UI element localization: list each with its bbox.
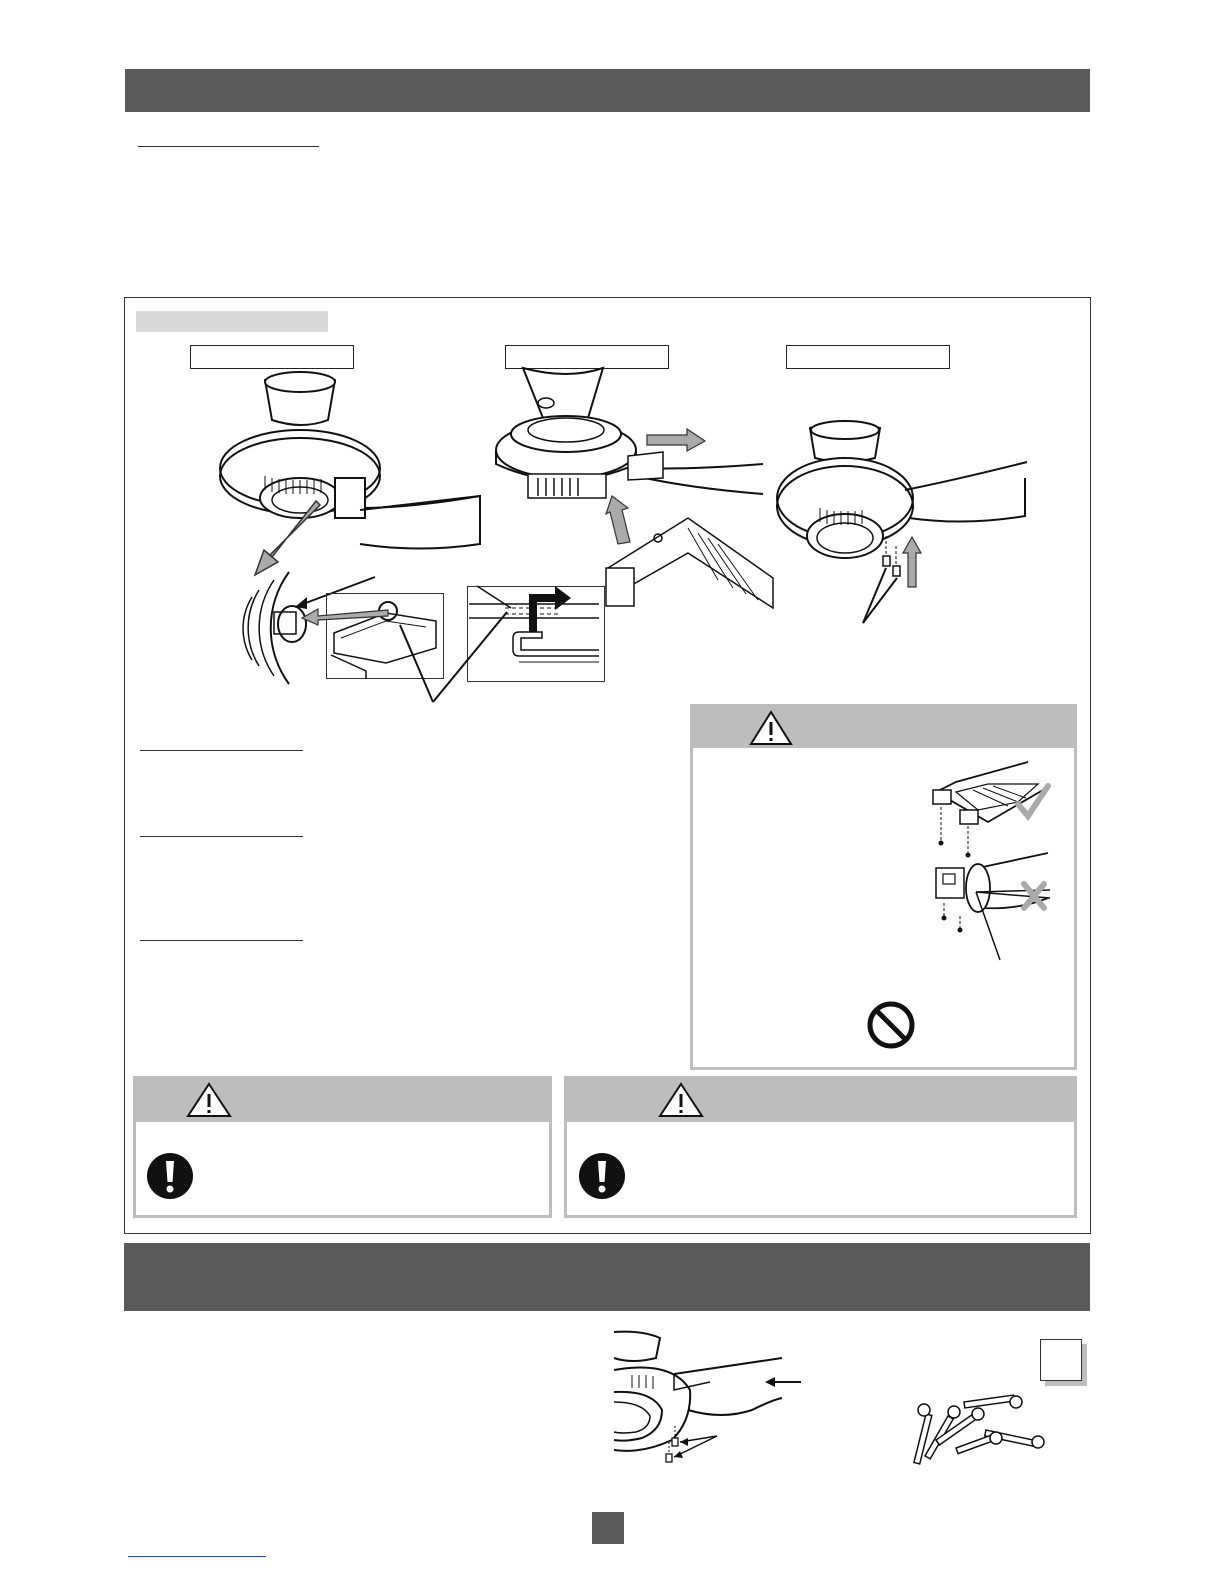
steps-tab: [136, 311, 328, 332]
step2-arrow-right: [645, 427, 707, 453]
warning-triangle-icon: [749, 710, 793, 746]
note-rule-2: [140, 836, 303, 837]
mandatory-exclamation-icon: [578, 1152, 626, 1200]
step-label-box-3: [786, 345, 950, 369]
arrow-icon: [763, 1376, 803, 1388]
check-mark-icon: [1016, 784, 1050, 820]
step-label-box-2: [505, 345, 669, 369]
warning-triangle-icon: [658, 1082, 704, 1118]
note-rule-3: [140, 940, 303, 941]
top-header-bar: [125, 69, 1090, 112]
page-number-box: [592, 1512, 624, 1544]
prohibited-icon: [866, 1000, 916, 1050]
step3-arrow-up: [902, 537, 922, 589]
warning-triangle-icon: [186, 1082, 232, 1118]
footer-link[interactable]: [128, 1556, 266, 1557]
cross-mark-icon: [1020, 880, 1048, 912]
step1-inset-gray-arrow: [300, 606, 390, 626]
parts-box: [1040, 1339, 1082, 1381]
mandatory-exclamation-icon: [146, 1152, 194, 1200]
note-rule-1: [140, 750, 303, 751]
bottom-warning-header-2: [564, 1076, 1077, 1122]
screws-illustration: [906, 1390, 1046, 1470]
step-label-box-1: [190, 345, 354, 369]
section2-fan-illustration: [612, 1330, 812, 1470]
step2-arrow-up: [606, 496, 636, 546]
section2-header-bar: [124, 1243, 1090, 1311]
step1-gray-arrow: [250, 500, 330, 580]
intro-heading-rule: [138, 146, 319, 147]
